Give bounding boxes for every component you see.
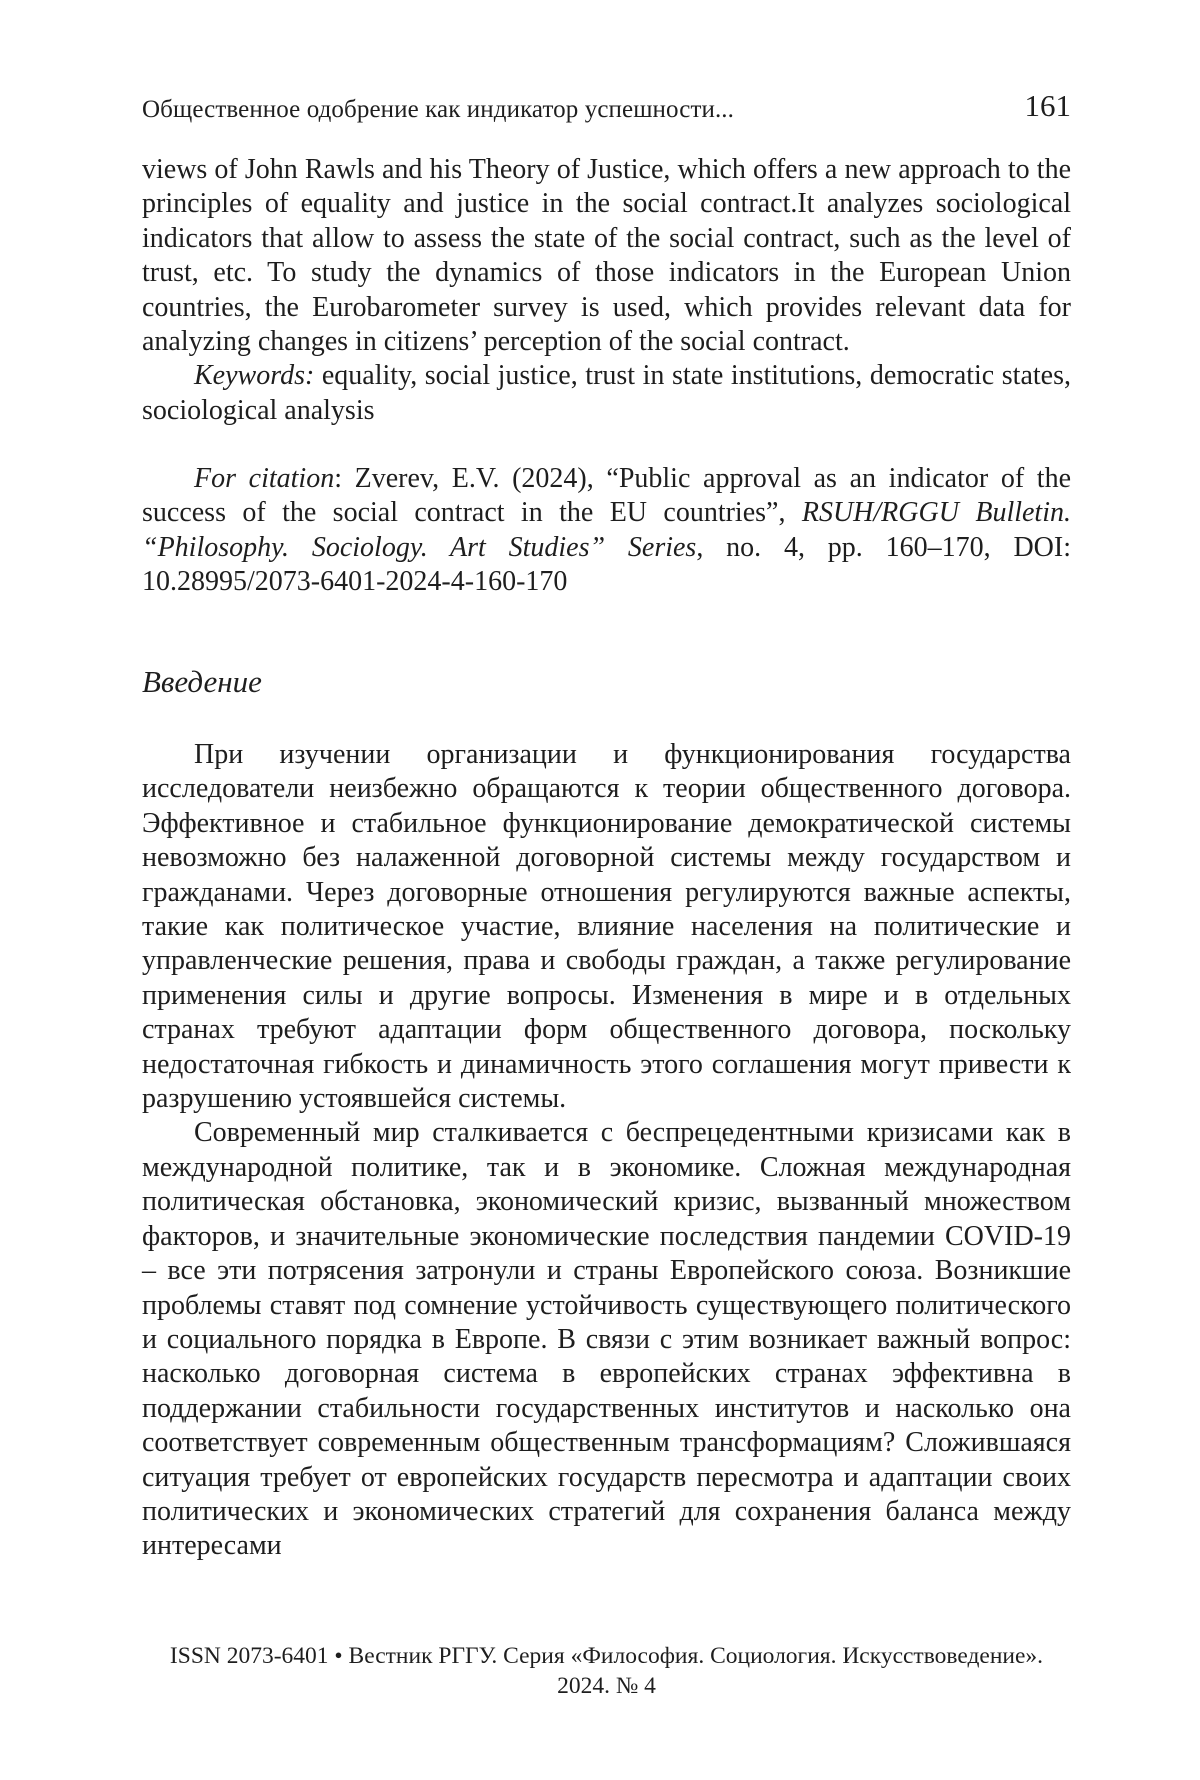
document-page xyxy=(0,0,1200,1780)
page-number: 161 xyxy=(1025,88,1072,124)
citation-block xyxy=(142,462,1071,600)
running-header xyxy=(142,88,1071,128)
keywords-paragraph xyxy=(142,359,1071,428)
section-heading: Введение xyxy=(142,664,262,700)
citation-text-part2: , no. 4, pp. 160–170, DOI: 10.28995/2073-6401-2024-4-160-170 xyxy=(142,532,1071,597)
citation-paragraph xyxy=(142,462,1071,600)
keywords-label: Keywords: xyxy=(194,360,314,391)
footer-issue-line: 2024. № 4 xyxy=(142,1671,1071,1701)
citation-journal: RSUH/RGGU Bulletin. “Philosophy. Sociology. Art Studies” Series xyxy=(142,497,1071,562)
intro-body xyxy=(142,738,1071,1564)
intro-paragraph-1: При изучении организации и функционирования государства исследователи неизбежно обращаются к теории общественного договора. Эффективное и стабильное функционирование демократической системы невозможно без налаженной договорной системы между государством и гражданами. Через договорные отношения регулируются важные аспекты, такие как политическое участие, влияние населения на политические и управленческие решения, права и свободы граждан, а также регулирование применения силы и другие вопросы. Изменения в мире и в отдельных странах требуют адаптации форм общественного договора, поскольку недостаточная гибкость и динамичность этого соглашения могут привести к разрушению устоявшейся системы. xyxy=(142,738,1071,1116)
citation-text-part1: : Zverev, E.V. (2024), “Public approval as an indicator of the success of the social contract in the EU countries”, xyxy=(142,463,1071,528)
intro-paragraph-2: Современный мир сталкивается с беспрецедентными кризисами как в международной политике, так и в экономике. Сложная международная политическая обстановка, экономический кризис, вызванный множеством факторов, и значительные экономические последствия пандемии COVID-19 – все эти потрясения затронули и страны Европейского союза. Возникшие проблемы ставят под сомнение устойчивость существующего политического и социального порядка в Европе. В связи с этим возникает важный вопрос: насколько договорная система в европейских странах эффективна в поддержании стабильности государственных институтов и насколько она соответствует современным общественным трансформациям? Сложившаяся ситуация требует от европейских государств пересмотра и адаптации своих политических и экономических стратегий для сохранения баланса между интересами xyxy=(142,1116,1071,1563)
footer-journal-line: ISSN 2073-6401 • Вестник РГГУ. Серия «Философия. Социология. Искусствоведение». xyxy=(170,1643,1043,1669)
keywords-text: equality, social justice, trust in state institutions, democratic states, sociological analysis xyxy=(142,360,1071,425)
citation-label: For citation xyxy=(194,463,334,494)
running-title: Общественное одобрение как индикатор успешности... xyxy=(142,96,734,124)
abstract-block xyxy=(142,153,1071,428)
page-footer xyxy=(142,1641,1071,1701)
abstract-text: views of John Rawls and his Theory of Justice, which offers a new approach to the principles of equality and justice in the social contract.It analyzes sociological indicators that allow to assess the state of the social contract, such as the level of trust, etc. To study the dynamics of those indicators in the European Union countries, the Eurobarometer survey is used, which provides relevant data for analyzing changes in citizens’ perception of the social contract. xyxy=(142,153,1071,359)
